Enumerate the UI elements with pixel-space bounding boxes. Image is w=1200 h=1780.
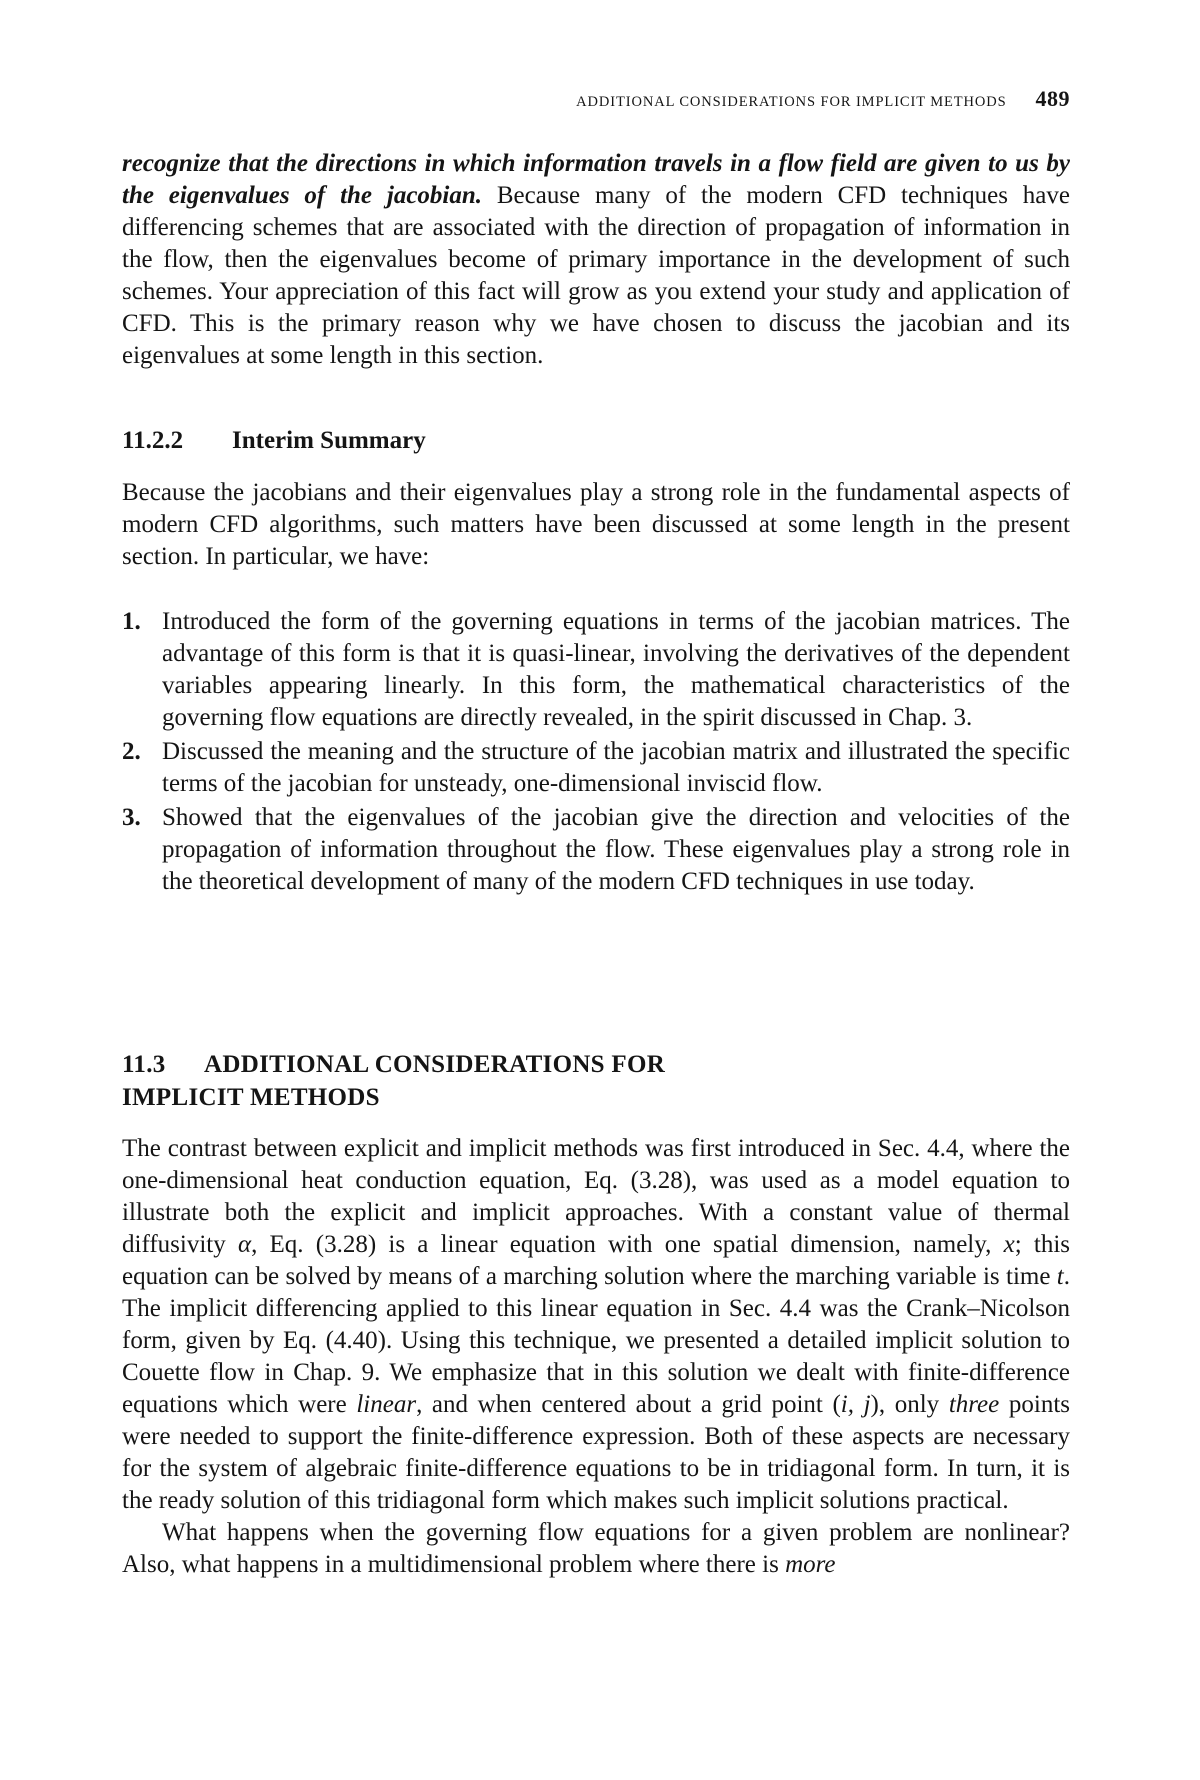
intro-emphasis: recognize that the directions in which information travels in a flow field are given to us by the eigenvalues of the jacobian. [122, 150, 1070, 209]
text-run: ), only [870, 1391, 949, 1418]
symbol-t: t [1056, 1263, 1064, 1290]
emphasis-more: more [785, 1551, 836, 1578]
text-run: , Eq. (3.28) is a linear equation with one spatial dimension, namely, [251, 1231, 1004, 1258]
list-marker: 2. [122, 738, 141, 765]
section-title-line1: ADDITIONAL CONSIDERATIONS FOR [204, 1051, 666, 1078]
list-item [122, 606, 1070, 734]
list-item-text: Introduced the form of the governing equations in terms of the jacobian matrices. The advantage of this form is that it is quasi-linear, involving the derivatives of the dependent variables appearing linearly. In this form, the mathematical characteristics of the governing flow equations are directly revealed, in the spirit discussed in Chap. 3. [162, 608, 1070, 731]
emphasis-three: three [948, 1391, 1000, 1418]
section-number: 11.3 [122, 1051, 166, 1078]
symbol-alpha: α [237, 1231, 252, 1258]
list-marker: 1. [122, 608, 141, 635]
list-item-text: Showed that the eigenvalues of the jacobian give the direction and velocities of the propagation of information throughout the flow. These eigenvalues play a strong role in the theoretical development of many of the modern CFD techniques in use today. [162, 804, 1070, 895]
list-marker: 3. [122, 804, 141, 831]
intro-paragraph [122, 148, 1070, 372]
text-run: . The implicit differencing applied to this linear equation in Sec. 4.4 was the Crank–Nicolson form, given by Eq. (4.40). Using this technique, we presented a detailed implicit solution to Couette flow in Chap. 9. We emphasize that in this solution we dealt with finite-difference equations which were [122, 1263, 1070, 1418]
emphasis-linear: linear [356, 1391, 417, 1418]
intro-rest: Because many of the modern CFD techniques have differencing schemes that are associated with the direction of propagation of information in the flow, then the eigenvalues become of primary importance in the development of such schemes. Your appreciation of this fact will grow as you extend your study and application of CFD. This is the primary reason why we have chosen to discuss the jacobian and its eigenvalues at some length in this section. [122, 182, 1070, 369]
summary-text: Because the jacobians and their eigenvalues play a strong role in the fundamental aspects of modern CFD algorithms, such matters have been discussed at some length in the present section. In particular, we have: [122, 479, 1070, 570]
running-head [120, 86, 1070, 112]
symbol-x: x [1003, 1231, 1015, 1258]
list-item [122, 802, 1070, 898]
page-number: 489 [1035, 86, 1070, 111]
text-run: The contrast between explicit and implicit methods was first introduced in Sec. 4.4, where the one-dimensional heat conduction equation, Eq. (3.28), was used as a model equation to illustrate both the explicit and implicit approaches. With a constant value of thermal diffusivity [122, 1135, 1070, 1258]
list-item-text: Discussed the meaning and the structure of the jacobian matrix and illustrated the specific terms of the jacobian for unsteady, one-dimensional inviscid flow. [162, 738, 1070, 797]
section-11-3-body [122, 1133, 1070, 1581]
text-run: points were needed to support the finite-difference expression. Both of these aspects are necessary for the system of algebraic finite-difference equations to be in tridiagonal form. In turn, it is the ready solution of this tridiagonal form which makes such implicit solutions practical. [122, 1391, 1071, 1514]
symbol-ij: i, j [840, 1391, 871, 1418]
list-item [122, 736, 1070, 800]
section-title: Interim Summary [232, 427, 426, 454]
text-run: , and when centered about a grid point ( [416, 1391, 841, 1418]
summary-list [122, 606, 1070, 900]
section-heading-11-2-2 [122, 425, 426, 457]
running-title: ADDITIONAL CONSIDERATIONS FOR IMPLICIT METHODS [576, 94, 1007, 110]
text-run: What happens when the governing flow equations for a given problem are nonlinear? Also, what happens in a multidimensional problem where there is [122, 1519, 1070, 1578]
section-number: 11.2.2 [122, 427, 184, 454]
paragraph-2 [122, 1517, 1070, 1581]
summary-paragraph [122, 477, 1070, 573]
section-title-line2: IMPLICIT METHODS [122, 1084, 380, 1111]
section-heading-11-3 [122, 1048, 665, 1114]
paragraph-1 [122, 1133, 1070, 1517]
text-run: ; this equation can be solved by means of a marching solution where the marching variable is time [122, 1231, 1070, 1290]
